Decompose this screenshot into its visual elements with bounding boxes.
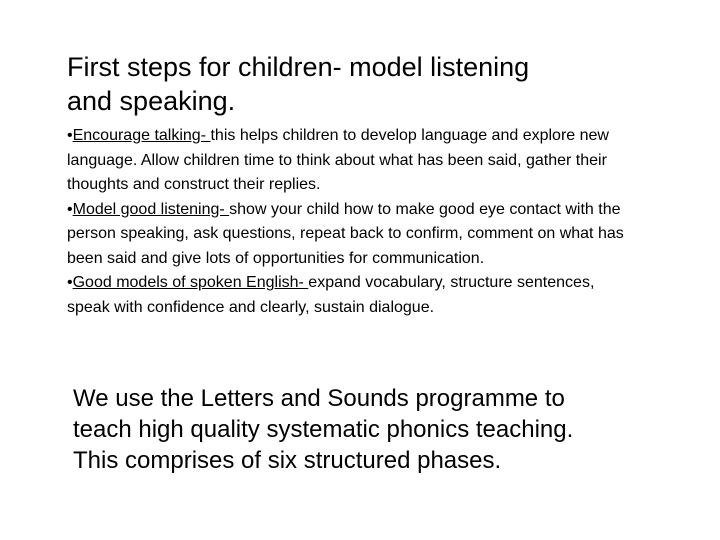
slide-title: [67, 50, 627, 118]
bullet-item-spoken-english: [67, 271, 627, 320]
bullet-text: expand vocabulary, structure sentences, speak with confidence and clearly, sustain dialogue.: [67, 274, 595, 316]
phonics-line-2: teach high quality systematic phonics teaching.: [73, 416, 574, 443]
bullet-heading: Model good listening-: [72, 200, 230, 218]
phonics-line-3: This comprises of six structured phases.: [73, 447, 502, 474]
bullet-marker: •: [67, 127, 73, 144]
bullet-list: [67, 124, 627, 320]
title-line-1: First steps for children- model listening: [67, 52, 530, 82]
phonics-statement: [73, 383, 673, 476]
bullet-item-encourage-talking: [67, 124, 627, 198]
bullet-text: show your child how to make good eye contact with the person speaking, ask questions, repeat back to confirm, comment on what has been said and give lots of opportunities for communication.: [67, 200, 624, 267]
bullet-text: this helps children to develop language and explore new language. Allow children time to think about what has been said, gather their thoughts and construct their replies.: [67, 127, 609, 193]
bullet-heading: Encourage talking-: [72, 127, 211, 144]
bullet-marker: •: [67, 274, 73, 291]
bullet-item-model-good-listening: [67, 198, 627, 272]
phonics-line-1: We use the Letters and Sounds programme to: [73, 385, 565, 412]
title-line-2: and speaking.: [67, 86, 236, 116]
bullet-heading: Good models of spoken English-: [72, 274, 309, 291]
bullet-marker: •: [67, 200, 73, 218]
